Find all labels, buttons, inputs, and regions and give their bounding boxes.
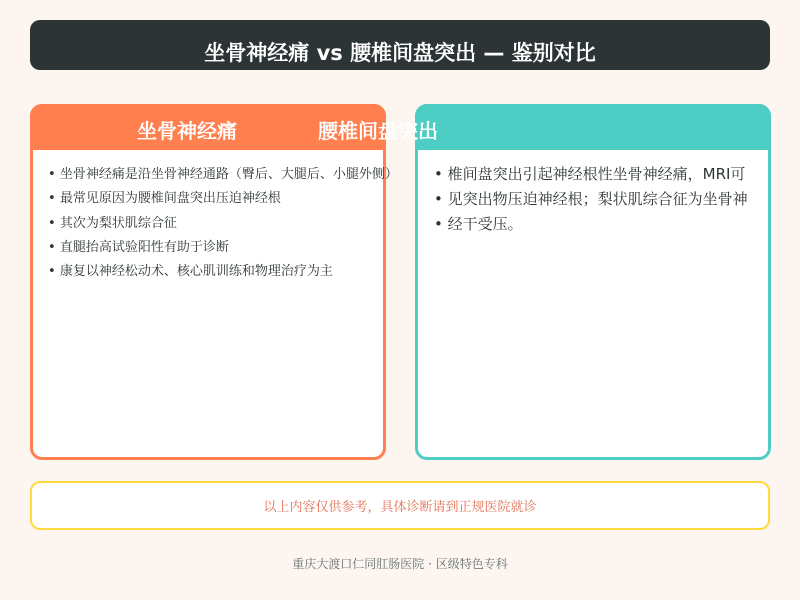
list-item bbox=[434, 162, 767, 187]
page-title: 坐骨神经痛 vs 腰椎间盘突出 — 鉴别对比 bbox=[30, 20, 770, 70]
card-disc-herniation-title: 腰椎间盘突出 bbox=[318, 119, 438, 143]
list-item: • 康复以神经松动术、核心肌训练和物理治疗为主 bbox=[48, 260, 398, 284]
list-item: • 坐骨神经痛是沿坐骨神经通路（臀后、大腿后、小腿外侧） bbox=[48, 163, 398, 187]
list-item: • 其次为梨状肌综合征 bbox=[48, 212, 398, 236]
list-item bbox=[434, 187, 767, 212]
disc-herniation-point-list bbox=[434, 162, 767, 237]
list-item bbox=[434, 212, 767, 237]
list-item-text: 椎间盘突出引起神经根性坐骨神经痛，MRI可 bbox=[447, 165, 746, 183]
sciatica-point-list bbox=[48, 163, 398, 284]
footer-credit: 重庆大渡口仁同肛肠医院 · 区级特色专科 bbox=[292, 557, 508, 571]
list-item-text: 见突出物压迫神经根；梨状肌综合征为坐骨神 bbox=[447, 190, 748, 208]
card-disc-herniation bbox=[415, 104, 771, 460]
card-sciatica-title: 坐骨神经痛 bbox=[137, 119, 237, 143]
card-disc-herniation-header bbox=[415, 104, 771, 150]
list-item: • 直腿抬高试验阳性有助于诊断 bbox=[48, 236, 398, 260]
list-item-text: 经干受压。 bbox=[447, 215, 523, 233]
disclaimer-note bbox=[30, 481, 770, 530]
list-item: • 最常见原因为腰椎间盘突出压迫神经根 bbox=[48, 187, 398, 211]
disclaimer-text: 以上内容仅供参考，具体诊断请到正规医院就诊 bbox=[263, 500, 537, 515]
